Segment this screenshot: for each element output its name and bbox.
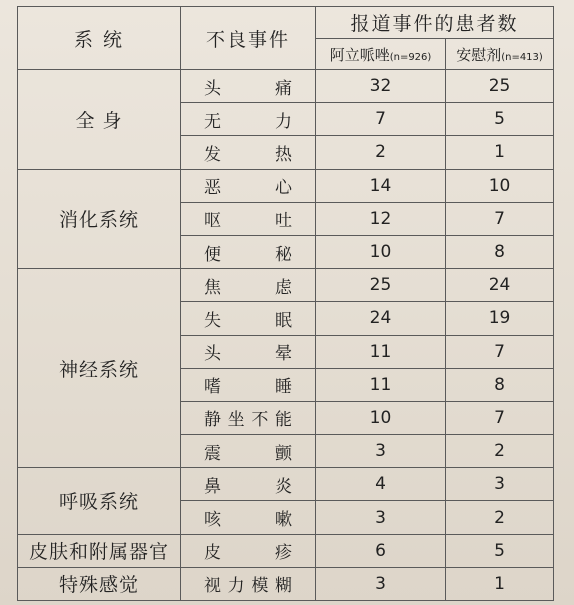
event-cell (181, 468, 316, 501)
count-cell-b: 5 (446, 103, 554, 136)
count-cell-a: 12 (316, 202, 446, 235)
event-cell (181, 368, 316, 401)
count-cell-b: 10 (446, 169, 554, 202)
table-row (18, 534, 554, 567)
count-cell-b: 1 (446, 136, 554, 169)
event-label: 焦 虑 (204, 277, 292, 298)
header-drug-a-n: (n=926) (389, 51, 432, 63)
header-drug-b-name: 安慰剂 (456, 45, 502, 64)
event-cell (181, 567, 316, 600)
event-cell (181, 335, 316, 368)
count-cell-b: 1 (446, 567, 554, 600)
header-drug-a-name: 阿立哌唑 (329, 45, 390, 64)
count-cell-b: 5 (446, 534, 554, 567)
count-cell-a: 2 (316, 136, 446, 169)
table-row (18, 169, 554, 202)
event-cell (181, 70, 316, 103)
count-cell-a: 3 (316, 435, 446, 468)
count-cell-a: 7 (316, 103, 446, 136)
header-drug-a (316, 39, 446, 70)
event-label: 震 颤 (204, 443, 292, 464)
system-cell: 特殊感觉 (18, 567, 181, 600)
system-cell: 神经系统 (18, 269, 181, 468)
count-cell-b: 2 (446, 435, 554, 468)
count-cell-a: 25 (316, 269, 446, 302)
count-cell-b: 3 (446, 468, 554, 501)
event-label: 静坐不能 (204, 410, 292, 431)
event-cell (181, 202, 316, 235)
system-cell: 呼吸系统 (18, 468, 181, 534)
count-cell-a: 10 (316, 235, 446, 268)
event-label: 视力模糊 (204, 576, 292, 597)
count-cell-b: 25 (446, 70, 554, 103)
system-cell: 皮肤和附属器官 (18, 534, 181, 567)
event-cell (181, 235, 316, 268)
event-label: 无 力 (204, 111, 292, 132)
event-label: 头 痛 (204, 78, 292, 99)
system-cell: 消化系统 (18, 169, 181, 269)
table-row (18, 567, 554, 600)
event-label: 失 眠 (204, 310, 292, 331)
event-cell (181, 501, 316, 534)
event-label: 皮 疹 (204, 543, 292, 564)
table-row (18, 468, 554, 501)
count-cell-a: 3 (316, 567, 446, 600)
count-cell-a: 10 (316, 401, 446, 434)
header-event: 不良事件 (181, 7, 316, 70)
count-cell-a: 24 (316, 302, 446, 335)
event-cell (181, 435, 316, 468)
count-cell-b: 19 (446, 302, 554, 335)
count-cell-b: 2 (446, 501, 554, 534)
event-cell (181, 302, 316, 335)
header-drug-b (446, 39, 554, 70)
count-cell-a: 4 (316, 468, 446, 501)
system-cell: 全 身 (18, 70, 181, 170)
event-label: 恶 心 (204, 178, 292, 199)
event-cell (181, 169, 316, 202)
count-cell-a: 11 (316, 368, 446, 401)
count-cell-b: 24 (446, 269, 554, 302)
event-cell (181, 269, 316, 302)
event-label: 发 热 (204, 144, 292, 165)
event-cell (181, 401, 316, 434)
event-label: 便 秘 (204, 244, 292, 265)
table-row (18, 269, 554, 302)
event-label: 头 晕 (204, 344, 292, 365)
event-cell (181, 534, 316, 567)
header-system: 系 统 (18, 7, 181, 70)
header-reported: 报道事件的患者数 (316, 7, 554, 39)
event-label: 咳 嗽 (204, 510, 292, 531)
event-label: 呕 吐 (204, 211, 292, 232)
event-cell (181, 103, 316, 136)
count-cell-a: 6 (316, 534, 446, 567)
event-label: 鼻 炎 (204, 476, 292, 497)
count-cell-b: 7 (446, 401, 554, 434)
count-cell-a: 14 (316, 169, 446, 202)
count-cell-a: 11 (316, 335, 446, 368)
event-label: 嗜 睡 (204, 377, 292, 398)
table-row (18, 70, 554, 103)
header-drug-b-n: (n=413) (501, 51, 543, 63)
count-cell-b: 7 (446, 202, 554, 235)
event-cell (181, 136, 316, 169)
count-cell-b: 8 (446, 368, 554, 401)
table-body (18, 70, 554, 601)
count-cell-a: 32 (316, 70, 446, 103)
count-cell-b: 7 (446, 335, 554, 368)
count-cell-b: 8 (446, 235, 554, 268)
adverse-events-table (17, 6, 554, 601)
count-cell-a: 3 (316, 501, 446, 534)
